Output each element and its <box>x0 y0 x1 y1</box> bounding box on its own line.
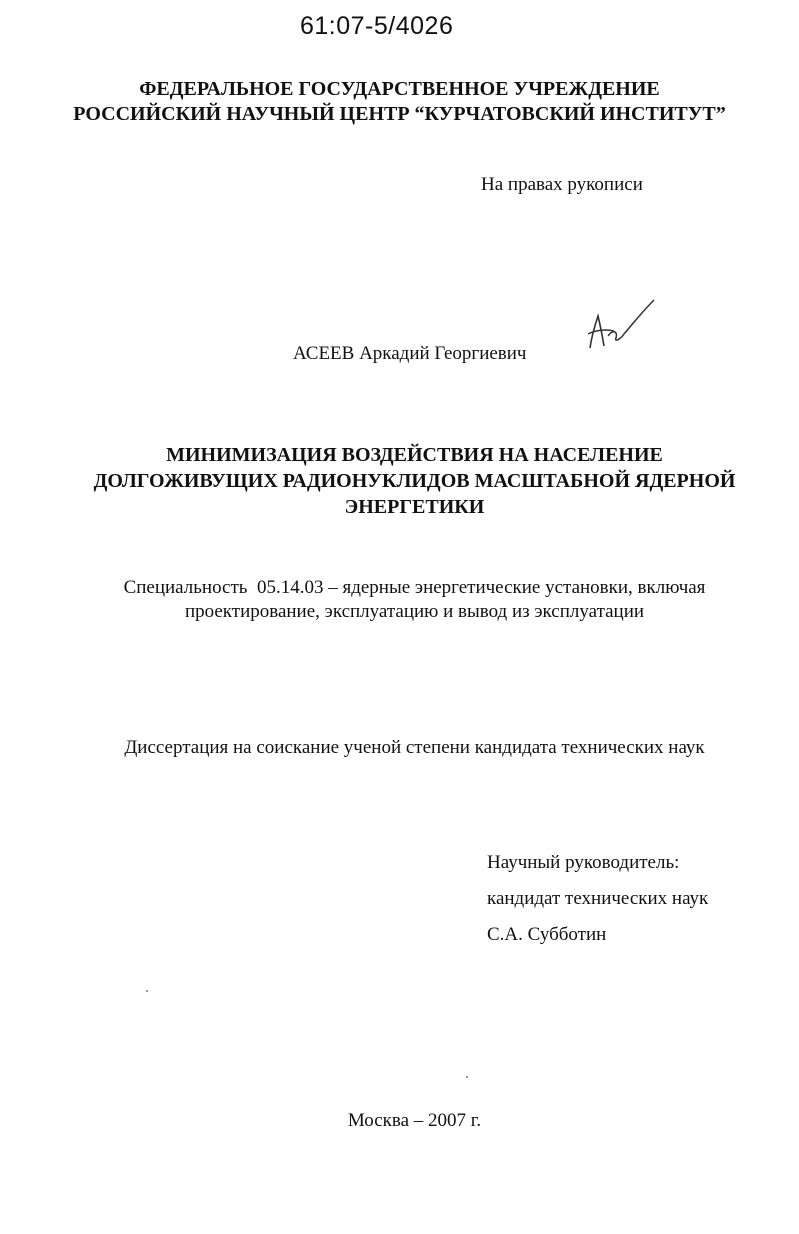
archive-code: 61:07-5/4026 <box>300 12 454 40</box>
author-name: АСЕЕВ Аркадий Георгиевич <box>293 343 527 364</box>
rights-notice: На правах рукописи <box>481 174 643 195</box>
title-line-3: ЭНЕРГЕТИКИ <box>344 496 485 518</box>
organization-line-2: РОССИЙСКИЙ НАУЧНЫЙ ЦЕНТР “КУРЧАТОВСКИЙ ИНСТИТУТ” <box>73 103 726 125</box>
supervisor-label: Научный руководитель: <box>487 852 680 873</box>
scan-speck <box>146 990 148 992</box>
specialty-text <box>0 576 799 624</box>
signature-image <box>582 296 662 356</box>
supervisor-block <box>487 845 708 953</box>
supervisor-name: С.А. Субботин <box>487 924 607 945</box>
specialty-line-2: проектирование, эксплуатацию и вывод из эксплуатации <box>184 601 645 622</box>
organization-line-1: ФЕДЕРАЛЬНОЕ ГОСУДАРСТВЕННОЕ УЧРЕЖДЕНИЕ <box>139 78 660 100</box>
dissertation-title <box>0 442 799 520</box>
dissertation-degree: Диссертация на соискание ученой степени кандидата технических наук <box>124 737 705 758</box>
supervisor-degree: кандидат технических наук <box>487 888 709 909</box>
scan-speck <box>466 1076 468 1078</box>
organization-heading <box>0 77 799 127</box>
city-year: Москва – 2007 г. <box>347 1110 482 1131</box>
title-line-1: МИНИМИЗАЦИЯ ВОЗДЕЙСТВИЯ НА НАСЕЛЕНИЕ <box>166 444 663 466</box>
title-line-2: ДОЛГОЖИВУЩИХ РАДИОНУКЛИДОВ МАСШТАБНОЙ ЯДЕРНОЙ <box>93 470 736 492</box>
specialty-line-1: Специальность 05.14.03 – ядерные энергетические установки, включая <box>123 577 706 598</box>
